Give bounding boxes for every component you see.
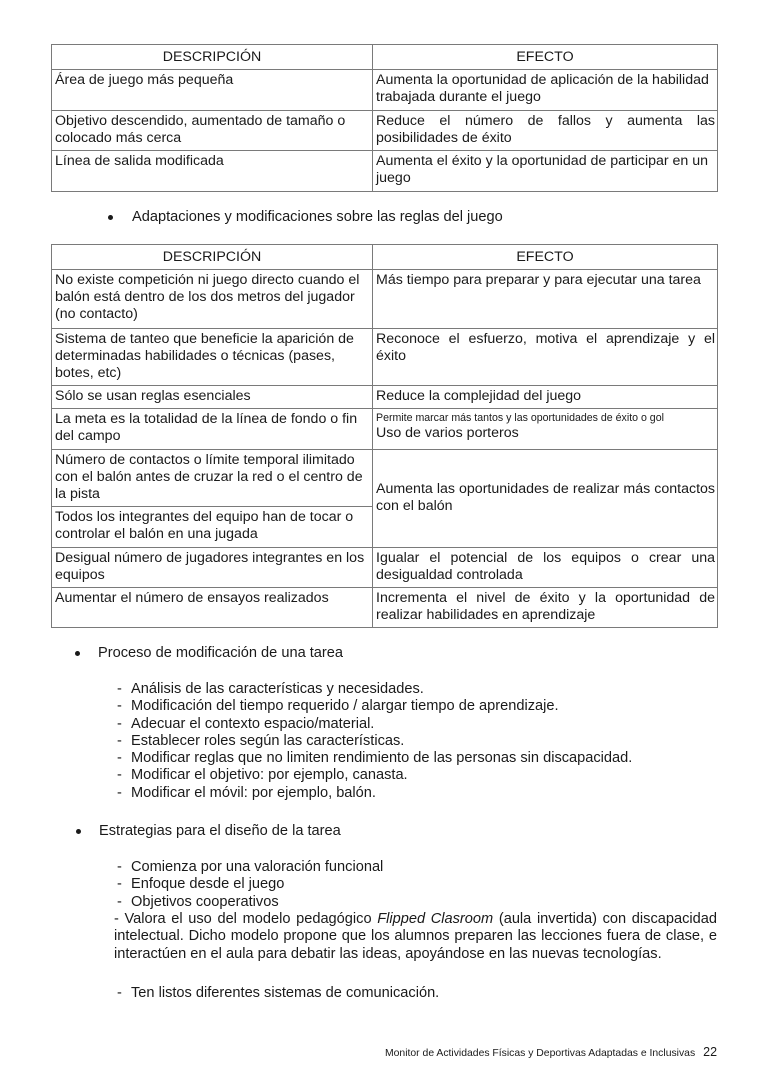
table-header-row: [52, 45, 718, 70]
list-item-text: Adecuar el contexto espacio/material.: [131, 715, 375, 732]
list-item-text: Objetivos cooperativos: [131, 893, 279, 910]
table-row: [52, 386, 718, 409]
list-item: [117, 698, 632, 715]
cell-descripcion: Objetivo descendido, aumentado de tamaño o colocado más cerca: [52, 110, 373, 151]
table-row: [52, 151, 718, 192]
page-number: 22: [703, 1045, 718, 1059]
adaptations-table-rules: [51, 244, 718, 628]
cell-efecto: Más tiempo para preparar y para ejecutar una tarea: [373, 270, 718, 329]
cell-efecto: Aumenta el éxito y la oportunidad de participar en un juego: [373, 151, 718, 192]
table-row: [52, 70, 718, 111]
list-item-text: Modificar el móvil: por ejemplo, balón.: [131, 784, 376, 801]
list-item-text: Establecer roles según las características.: [131, 732, 405, 749]
list-item-text: Modificación del tiempo requerido / alargar tiempo de aprendizaje.: [131, 698, 559, 715]
cell-descripcion: Aumentar el número de ensayos realizados: [52, 588, 373, 628]
column-header-descripcion: DESCRIPCIÓN: [52, 45, 373, 70]
table-row: [52, 409, 718, 450]
list-item: [117, 894, 383, 911]
dash-bullet-icon: -: [117, 784, 122, 801]
bullet-icon: [76, 829, 81, 834]
page-footer: [385, 1046, 717, 1060]
dash-bullet-icon: -: [117, 876, 122, 893]
dash-bullet-icon: -: [117, 859, 122, 875]
table-row: [52, 110, 718, 151]
cell-descripcion: Sólo se usan reglas esenciales: [52, 386, 373, 409]
section-heading-process: Proceso de modificación de una tarea: [98, 645, 344, 661]
cell-efecto: Aumenta la oportunidad de aplicación de la habilidad trabajada durante el juego: [373, 70, 718, 111]
column-header-descripcion: DESCRIPCIÓN: [52, 245, 373, 270]
cell-efecto-text: Uso de varios porteros: [376, 425, 519, 441]
cell-descripcion: La meta es la totalidad de la línea de fondo o fin del campo: [52, 409, 373, 450]
list-item: [117, 876, 383, 893]
list-item: [117, 716, 632, 733]
table-row: [52, 548, 718, 588]
footer-title: Monitor de Actividades Físicas y Deportivas Adaptadas e Inclusivas: [385, 1048, 696, 1059]
cell-efecto: Igualar el potencial de los equipos o crear una desigualdad controlada: [373, 548, 718, 588]
cell-descripcion: Todos los integrantes del equipo han de tocar o controlar el balón en una jugada: [52, 507, 373, 548]
cell-efecto: Reduce el número de fallos y aumenta las posibilidades de éxito: [373, 110, 718, 151]
cell-descripcion: Área de juego más pequeña: [52, 70, 373, 111]
list-item: [117, 785, 632, 802]
cell-descripcion: Línea de salida modificada: [52, 151, 373, 192]
list-item: [117, 767, 632, 784]
list-item-text: Modificar reglas que no limiten rendimiento de las personas sin discapacidad.: [131, 750, 633, 767]
cell-descripcion: Sistema de tanteo que beneficie la aparición de determinadas habilidades o técnicas (pases, botes, etc): [52, 329, 373, 386]
paragraph-suffix: (aula invertida) con discapacidad intelectual. Dicho modelo propone que los alumnos preparen las lecciones fuera de clase, e interactúen en el aula para debatir las ideas, apoyándose en las nuevas tecnologías.: [114, 911, 717, 962]
list-item: [117, 985, 439, 1002]
cell-descripcion: Desigual número de jugadores integrantes en los equipos: [52, 548, 373, 588]
list-item: [117, 733, 632, 750]
cell-descripcion: No existe competición ni juego directo cuando el balón está dentro de los dos metros del jugador (no contacto): [52, 270, 373, 329]
table-row: [52, 270, 718, 329]
cell-efecto-small-text: Permite marcar más tantos y las oportunidades de éxito o gol: [376, 412, 664, 424]
bullet-icon: [108, 215, 113, 220]
dash-bullet-icon: -: [117, 681, 122, 697]
dash-bullet-icon: -: [117, 893, 122, 910]
section-heading-strategies: Estrategias para el diseño de la tarea: [99, 823, 341, 839]
strategies-list-last: [117, 985, 439, 1002]
dash-bullet-icon: -: [117, 715, 122, 732]
paragraph-prefix: - Valora el uso del modelo pedagógico: [114, 911, 378, 927]
dash-bullet-icon: -: [117, 698, 122, 715]
bullet-icon: [75, 651, 80, 656]
list-item-text: Modificar el objetivo: por ejemplo, canasta.: [131, 767, 408, 784]
cell-descripcion: Número de contactos o límite temporal ilimitado con el balón antes de cruzar la red o el centro de la pista: [52, 450, 373, 507]
paragraph-italic-term: Flipped Clasroom: [377, 911, 494, 927]
table-header-row: [52, 245, 718, 270]
dash-bullet-icon: -: [117, 985, 122, 1001]
dash-bullet-icon: -: [117, 767, 122, 784]
table-row: [52, 588, 718, 628]
list-item-text: Ten listos diferentes sistemas de comunicación.: [131, 985, 440, 1001]
adaptations-table-space: [51, 44, 718, 192]
list-item: [117, 681, 632, 698]
table-row: [52, 450, 718, 507]
process-list: [117, 681, 632, 802]
table-row: [52, 329, 718, 386]
flipped-classroom-paragraph: [114, 911, 717, 963]
list-item-text: Análisis de las características y necesidades.: [131, 681, 424, 697]
list-item-text: Enfoque desde el juego: [131, 876, 285, 893]
list-item-text: Comienza por una valoración funcional: [131, 859, 384, 875]
section-heading-rules: Adaptaciones y modificaciones sobre las reglas del juego: [132, 209, 503, 225]
cell-efecto: Incrementa el nivel de éxito y la oportunidad de realizar habilidades en aprendizaje: [373, 588, 718, 628]
dash-bullet-icon: -: [117, 750, 122, 767]
dash-bullet-icon: -: [117, 732, 122, 749]
cell-efecto: Reduce la complejidad del juego: [373, 386, 718, 409]
list-item: [117, 750, 632, 767]
cell-efecto: [373, 409, 718, 450]
cell-efecto: Reconoce el esfuerzo, motiva el aprendizaje y el éxito: [373, 329, 718, 386]
column-header-efecto: EFECTO: [373, 245, 718, 270]
column-header-efecto: EFECTO: [373, 45, 718, 70]
list-item: [117, 859, 383, 876]
cell-efecto-merged: Aumenta las oportunidades de realizar más contactos con el balón: [373, 450, 718, 548]
strategies-list: [117, 859, 383, 911]
